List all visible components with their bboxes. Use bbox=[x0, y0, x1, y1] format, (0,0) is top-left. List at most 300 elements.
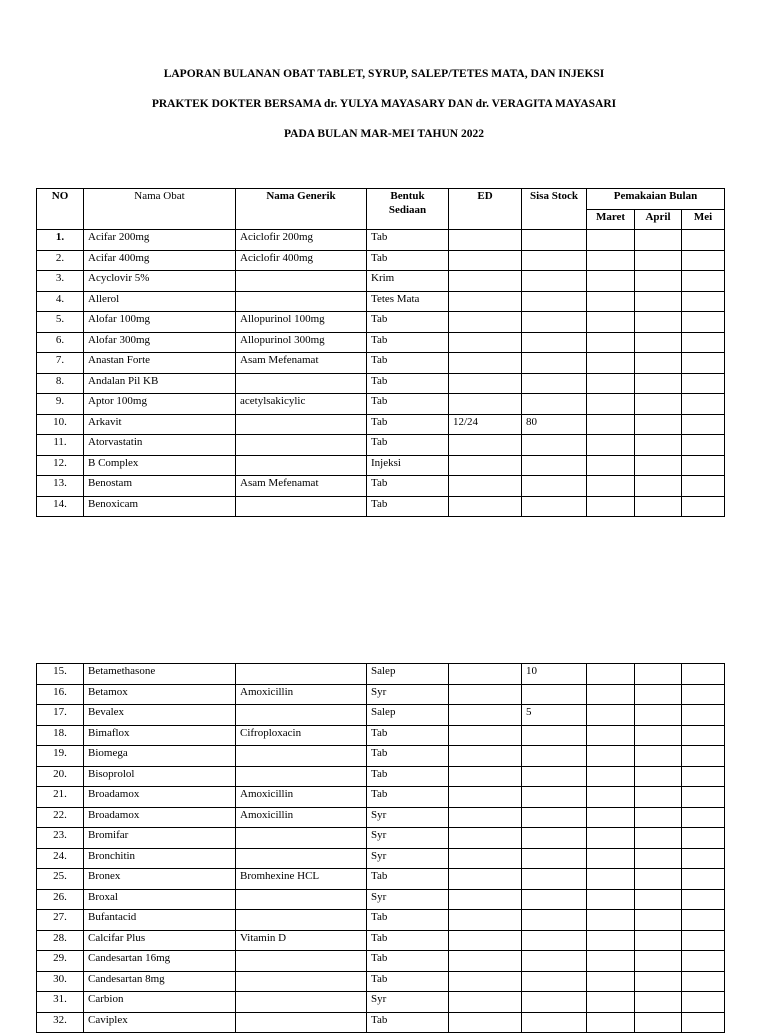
mei-cell bbox=[682, 664, 725, 685]
table-row bbox=[37, 848, 725, 869]
maret-cell bbox=[587, 664, 635, 685]
maret-cell bbox=[587, 496, 635, 517]
nama-obat-cell: Broxal bbox=[84, 889, 236, 910]
table-row bbox=[37, 664, 725, 685]
report-title: LAPORAN BULANAN OBAT TABLET, SYRUP, SALEP/TETES MATA, DAN INJEKSI bbox=[163, 68, 605, 80]
table-row bbox=[37, 992, 725, 1013]
nama-obat-cell: Acifar 200mg bbox=[84, 230, 236, 251]
nama-generik-cell bbox=[236, 455, 367, 476]
nama-obat-cell: Acyclovir 5% bbox=[84, 271, 236, 292]
april-cell bbox=[635, 951, 682, 972]
row-number: 10. bbox=[37, 414, 84, 435]
nama-obat-cell: B Complex bbox=[84, 455, 236, 476]
row-number: 27. bbox=[37, 910, 84, 931]
nama-generik-cell: Bromhexine HCL bbox=[236, 869, 367, 890]
april-cell bbox=[635, 271, 682, 292]
bentuk-sediaan-cell: Syr bbox=[367, 889, 449, 910]
nama-generik-cell bbox=[236, 971, 367, 992]
table-row bbox=[37, 766, 725, 787]
ed-cell bbox=[449, 476, 522, 497]
table-row bbox=[37, 291, 725, 312]
bentuk-sediaan-cell: Syr bbox=[367, 848, 449, 869]
row-number: 25. bbox=[37, 869, 84, 890]
mei-cell bbox=[682, 746, 725, 767]
sisa-stock-cell bbox=[522, 394, 587, 415]
sisa-stock-cell bbox=[522, 373, 587, 394]
april-cell bbox=[635, 250, 682, 271]
table-row bbox=[37, 787, 725, 808]
table-row bbox=[37, 807, 725, 828]
table-row bbox=[37, 951, 725, 972]
bentuk-sediaan-cell: Tab bbox=[367, 746, 449, 767]
maret-cell bbox=[587, 230, 635, 251]
nama-generik-cell: Amoxicillin bbox=[236, 807, 367, 828]
nama-generik-cell: Amoxicillin bbox=[236, 787, 367, 808]
nama-generik-cell bbox=[236, 705, 367, 726]
nama-obat-cell: Candesartan 16mg bbox=[84, 951, 236, 972]
maret-cell bbox=[587, 373, 635, 394]
april-cell bbox=[635, 373, 682, 394]
header-no: NO bbox=[37, 189, 84, 230]
row-number: 5. bbox=[37, 312, 84, 333]
sisa-stock-cell bbox=[522, 828, 587, 849]
april-cell bbox=[635, 684, 682, 705]
nama-obat-cell: Broadamox bbox=[84, 807, 236, 828]
maret-cell bbox=[587, 353, 635, 374]
table-row bbox=[37, 476, 725, 497]
ed-cell bbox=[449, 1012, 522, 1033]
header-ed: ED bbox=[449, 189, 522, 230]
header-nama-obat: Nama Obat bbox=[84, 189, 236, 230]
row-number: 2. bbox=[37, 250, 84, 271]
nama-generik-cell bbox=[236, 746, 367, 767]
mei-cell bbox=[682, 725, 725, 746]
row-number: 15. bbox=[37, 664, 84, 685]
nama-generik-cell bbox=[236, 828, 367, 849]
report-period: PADA BULAN MAR-MEI TAHUN 2022 bbox=[284, 128, 484, 140]
nama-generik-cell: Aciclofir 200mg bbox=[236, 230, 367, 251]
ed-cell bbox=[449, 848, 522, 869]
sisa-stock-cell bbox=[522, 271, 587, 292]
nama-generik-cell: Asam Mefenamat bbox=[236, 476, 367, 497]
bentuk-sediaan-cell: Syr bbox=[367, 807, 449, 828]
nama-obat-cell: Alofar 300mg bbox=[84, 332, 236, 353]
row-number: 31. bbox=[37, 992, 84, 1013]
maret-cell bbox=[587, 705, 635, 726]
header-sisa-stock: Sisa Stock bbox=[522, 189, 587, 230]
table-row bbox=[37, 414, 725, 435]
april-cell bbox=[635, 910, 682, 931]
maret-cell bbox=[587, 807, 635, 828]
april-cell bbox=[635, 496, 682, 517]
table-row bbox=[37, 271, 725, 292]
bentuk-sediaan-cell: Syr bbox=[367, 684, 449, 705]
nama-obat-cell: Candesartan 8mg bbox=[84, 971, 236, 992]
nama-obat-cell: Broadamox bbox=[84, 787, 236, 808]
sisa-stock-cell bbox=[522, 951, 587, 972]
table-row bbox=[37, 705, 725, 726]
ed-cell bbox=[449, 910, 522, 931]
row-number: 6. bbox=[37, 332, 84, 353]
nama-obat-cell: Andalan Pil KB bbox=[84, 373, 236, 394]
april-cell bbox=[635, 394, 682, 415]
row-number: 30. bbox=[37, 971, 84, 992]
bentuk-sediaan-cell: Tab bbox=[367, 394, 449, 415]
april-cell bbox=[635, 230, 682, 251]
table-row bbox=[37, 828, 725, 849]
april-cell bbox=[635, 705, 682, 726]
maret-cell bbox=[587, 992, 635, 1013]
ed-cell bbox=[449, 930, 522, 951]
row-number: 23. bbox=[37, 828, 84, 849]
sisa-stock-cell bbox=[522, 807, 587, 828]
maret-cell bbox=[587, 848, 635, 869]
nama-obat-cell: Acifar 400mg bbox=[84, 250, 236, 271]
nama-obat-cell: Calcifar Plus bbox=[84, 930, 236, 951]
table-row bbox=[37, 1012, 725, 1033]
bentuk-sediaan-cell: Tab bbox=[367, 250, 449, 271]
row-number: 1. bbox=[37, 230, 84, 251]
ed-cell bbox=[449, 435, 522, 456]
nama-generik-cell: acetylsakicylic bbox=[236, 394, 367, 415]
maret-cell bbox=[587, 684, 635, 705]
ed-cell bbox=[449, 496, 522, 517]
mei-cell bbox=[682, 807, 725, 828]
sisa-stock-cell bbox=[522, 848, 587, 869]
practice-name: PRAKTEK DOKTER BERSAMA dr. YULYA MAYASARY DAN dr. VERAGITA MAYASARI bbox=[151, 98, 617, 110]
mei-cell bbox=[682, 930, 725, 951]
mei-cell bbox=[682, 291, 725, 312]
mei-cell bbox=[682, 414, 725, 435]
ed-cell bbox=[449, 271, 522, 292]
ed-cell bbox=[449, 312, 522, 333]
ed-cell bbox=[449, 828, 522, 849]
table-row bbox=[37, 332, 725, 353]
bentuk-sediaan-cell: Tab bbox=[367, 353, 449, 374]
table-row bbox=[37, 869, 725, 890]
bentuk-sediaan-cell: Tab bbox=[367, 787, 449, 808]
ed-cell bbox=[449, 353, 522, 374]
table-row bbox=[37, 373, 725, 394]
mei-cell bbox=[682, 271, 725, 292]
maret-cell bbox=[587, 910, 635, 931]
table-row bbox=[37, 496, 725, 517]
april-cell bbox=[635, 930, 682, 951]
nama-obat-cell: Bimaflox bbox=[84, 725, 236, 746]
sisa-stock-cell bbox=[522, 496, 587, 517]
mei-cell bbox=[682, 373, 725, 394]
maret-cell bbox=[587, 394, 635, 415]
header-mei: Mei bbox=[682, 209, 725, 230]
table-row bbox=[37, 312, 725, 333]
sisa-stock-cell bbox=[522, 250, 587, 271]
mei-cell bbox=[682, 1012, 725, 1033]
sisa-stock-cell bbox=[522, 230, 587, 251]
row-number: 24. bbox=[37, 848, 84, 869]
sisa-stock-cell bbox=[522, 291, 587, 312]
april-cell bbox=[635, 312, 682, 333]
row-number: 14. bbox=[37, 496, 84, 517]
nama-generik-cell bbox=[236, 951, 367, 972]
row-number: 28. bbox=[37, 930, 84, 951]
sisa-stock-cell bbox=[522, 766, 587, 787]
mei-cell bbox=[682, 766, 725, 787]
bentuk-sediaan-cell: Salep bbox=[367, 705, 449, 726]
sisa-stock-cell bbox=[522, 455, 587, 476]
maret-cell bbox=[587, 787, 635, 808]
row-number: 3. bbox=[37, 271, 84, 292]
table-row bbox=[37, 746, 725, 767]
table-row bbox=[37, 250, 725, 271]
medicine-table-part-2 bbox=[36, 663, 725, 1033]
row-number: 20. bbox=[37, 766, 84, 787]
header-bentuk: Bentuk bbox=[390, 190, 425, 202]
april-cell bbox=[635, 1012, 682, 1033]
maret-cell bbox=[587, 746, 635, 767]
ed-cell bbox=[449, 889, 522, 910]
maret-cell bbox=[587, 271, 635, 292]
sisa-stock-cell bbox=[522, 992, 587, 1013]
ed-cell bbox=[449, 746, 522, 767]
bentuk-sediaan-cell: Salep bbox=[367, 664, 449, 685]
mei-cell bbox=[682, 230, 725, 251]
nama-generik-cell: Amoxicillin bbox=[236, 684, 367, 705]
row-number: 19. bbox=[37, 746, 84, 767]
ed-cell bbox=[449, 332, 522, 353]
nama-generik-cell bbox=[236, 1012, 367, 1033]
bentuk-sediaan-cell: Injeksi bbox=[367, 455, 449, 476]
sisa-stock-cell bbox=[522, 725, 587, 746]
mei-cell bbox=[682, 705, 725, 726]
nama-obat-cell: Bromifar bbox=[84, 828, 236, 849]
row-number: 17. bbox=[37, 705, 84, 726]
sisa-stock-cell bbox=[522, 889, 587, 910]
bentuk-sediaan-cell: Tab bbox=[367, 496, 449, 517]
april-cell bbox=[635, 869, 682, 890]
sisa-stock-cell bbox=[522, 910, 587, 931]
header-sediaan: Sediaan bbox=[388, 204, 427, 216]
ed-cell bbox=[449, 807, 522, 828]
maret-cell bbox=[587, 414, 635, 435]
maret-cell bbox=[587, 455, 635, 476]
bentuk-sediaan-cell: Tab bbox=[367, 951, 449, 972]
nama-obat-cell: Bronchitin bbox=[84, 848, 236, 869]
nama-generik-cell bbox=[236, 992, 367, 1013]
nama-generik-cell: Cifroploxacin bbox=[236, 725, 367, 746]
ed-cell bbox=[449, 971, 522, 992]
bentuk-sediaan-cell: Tab bbox=[367, 869, 449, 890]
nama-obat-cell: Bufantacid bbox=[84, 910, 236, 931]
table-row bbox=[37, 435, 725, 456]
table-row bbox=[37, 353, 725, 374]
maret-cell bbox=[587, 930, 635, 951]
april-cell bbox=[635, 435, 682, 456]
header-nama-generik: Nama Generik bbox=[236, 189, 367, 230]
april-cell bbox=[635, 746, 682, 767]
april-cell bbox=[635, 725, 682, 746]
nama-obat-cell: Benostam bbox=[84, 476, 236, 497]
april-cell bbox=[635, 664, 682, 685]
mei-cell bbox=[682, 353, 725, 374]
bentuk-sediaan-cell: Tab bbox=[367, 476, 449, 497]
april-cell bbox=[635, 291, 682, 312]
maret-cell bbox=[587, 951, 635, 972]
april-cell bbox=[635, 332, 682, 353]
maret-cell bbox=[587, 971, 635, 992]
nama-obat-cell: Allerol bbox=[84, 291, 236, 312]
nama-generik-cell bbox=[236, 664, 367, 685]
nama-obat-cell: Betamethasone bbox=[84, 664, 236, 685]
bentuk-sediaan-cell: Tab bbox=[367, 725, 449, 746]
sisa-stock-cell: 10 bbox=[522, 664, 587, 685]
nama-generik-cell: Asam Mefenamat bbox=[236, 353, 367, 374]
nama-generik-cell bbox=[236, 848, 367, 869]
nama-obat-cell: Aptor 100mg bbox=[84, 394, 236, 415]
sisa-stock-cell bbox=[522, 312, 587, 333]
bentuk-sediaan-cell: Tab bbox=[367, 332, 449, 353]
mei-cell bbox=[682, 312, 725, 333]
nama-obat-cell: Caviplex bbox=[84, 1012, 236, 1033]
april-cell bbox=[635, 848, 682, 869]
mei-cell bbox=[682, 455, 725, 476]
mei-cell bbox=[682, 394, 725, 415]
ed-cell bbox=[449, 705, 522, 726]
mei-cell bbox=[682, 250, 725, 271]
bentuk-sediaan-cell: Tab bbox=[367, 766, 449, 787]
bentuk-sediaan-cell: Tab bbox=[367, 373, 449, 394]
row-number: 13. bbox=[37, 476, 84, 497]
april-cell bbox=[635, 971, 682, 992]
mei-cell bbox=[682, 496, 725, 517]
ed-cell bbox=[449, 230, 522, 251]
nama-obat-cell: Bevalex bbox=[84, 705, 236, 726]
nama-obat-cell: Benoxicam bbox=[84, 496, 236, 517]
header-pemakaian-bulan: Pemakaian Bulan bbox=[587, 189, 725, 210]
row-number: 21. bbox=[37, 787, 84, 808]
bentuk-sediaan-cell: Tab bbox=[367, 435, 449, 456]
maret-cell bbox=[587, 889, 635, 910]
mei-cell bbox=[682, 951, 725, 972]
table-row bbox=[37, 930, 725, 951]
row-number: 16. bbox=[37, 684, 84, 705]
row-number: 22. bbox=[37, 807, 84, 828]
nama-generik-cell bbox=[236, 373, 367, 394]
sisa-stock-cell bbox=[522, 930, 587, 951]
ed-cell bbox=[449, 250, 522, 271]
sisa-stock-cell: 5 bbox=[522, 705, 587, 726]
nama-obat-cell: Biomega bbox=[84, 746, 236, 767]
mei-cell bbox=[682, 869, 725, 890]
nama-generik-cell bbox=[236, 414, 367, 435]
nama-generik-cell bbox=[236, 910, 367, 931]
maret-cell bbox=[587, 476, 635, 497]
table-row bbox=[37, 910, 725, 931]
maret-cell bbox=[587, 250, 635, 271]
bentuk-sediaan-cell: Krim bbox=[367, 271, 449, 292]
sisa-stock-cell bbox=[522, 476, 587, 497]
ed-cell bbox=[449, 951, 522, 972]
maret-cell bbox=[587, 869, 635, 890]
bentuk-sediaan-cell: Tetes Mata bbox=[367, 291, 449, 312]
bentuk-sediaan-cell: Tab bbox=[367, 230, 449, 251]
header-april: April bbox=[635, 209, 682, 230]
sisa-stock-cell bbox=[522, 746, 587, 767]
row-number: 29. bbox=[37, 951, 84, 972]
table-row bbox=[37, 684, 725, 705]
medicine-table-part-1 bbox=[36, 188, 725, 517]
sisa-stock-cell bbox=[522, 435, 587, 456]
table-row bbox=[37, 889, 725, 910]
april-cell bbox=[635, 353, 682, 374]
bentuk-sediaan-cell: Tab bbox=[367, 971, 449, 992]
nama-obat-cell: Bisoprolol bbox=[84, 766, 236, 787]
nama-generik-cell: Allopurinol 300mg bbox=[236, 332, 367, 353]
bentuk-sediaan-cell: Tab bbox=[367, 910, 449, 931]
nama-generik-cell bbox=[236, 496, 367, 517]
ed-cell bbox=[449, 684, 522, 705]
ed-cell bbox=[449, 992, 522, 1013]
row-number: 8. bbox=[37, 373, 84, 394]
nama-obat-cell: Bronex bbox=[84, 869, 236, 890]
maret-cell bbox=[587, 828, 635, 849]
nama-obat-cell: Carbion bbox=[84, 992, 236, 1013]
sisa-stock-cell: 80 bbox=[522, 414, 587, 435]
mei-cell bbox=[682, 476, 725, 497]
mei-cell bbox=[682, 848, 725, 869]
table-row bbox=[37, 394, 725, 415]
sisa-stock-cell bbox=[522, 353, 587, 374]
april-cell bbox=[635, 828, 682, 849]
maret-cell bbox=[587, 766, 635, 787]
bentuk-sediaan-cell: Syr bbox=[367, 992, 449, 1013]
ed-cell: 12/24 bbox=[449, 414, 522, 435]
nama-generik-cell bbox=[236, 271, 367, 292]
april-cell bbox=[635, 455, 682, 476]
nama-generik-cell bbox=[236, 889, 367, 910]
april-cell bbox=[635, 807, 682, 828]
sisa-stock-cell bbox=[522, 869, 587, 890]
bentuk-sediaan-cell: Tab bbox=[367, 312, 449, 333]
mei-cell bbox=[682, 332, 725, 353]
nama-generik-cell: Vitamin D bbox=[236, 930, 367, 951]
row-number: 9. bbox=[37, 394, 84, 415]
nama-generik-cell: Aciclofir 400mg bbox=[236, 250, 367, 271]
table-row bbox=[37, 230, 725, 251]
mei-cell bbox=[682, 971, 725, 992]
bentuk-sediaan-cell: Tab bbox=[367, 1012, 449, 1033]
maret-cell bbox=[587, 435, 635, 456]
sisa-stock-cell bbox=[522, 1012, 587, 1033]
row-number: 26. bbox=[37, 889, 84, 910]
mei-cell bbox=[682, 435, 725, 456]
maret-cell bbox=[587, 312, 635, 333]
april-cell bbox=[635, 766, 682, 787]
ed-cell bbox=[449, 766, 522, 787]
nama-generik-cell bbox=[236, 291, 367, 312]
april-cell bbox=[635, 787, 682, 808]
nama-obat-cell: Anastan Forte bbox=[84, 353, 236, 374]
header-maret: Maret bbox=[587, 209, 635, 230]
bentuk-sediaan-cell: Syr bbox=[367, 828, 449, 849]
mei-cell bbox=[682, 992, 725, 1013]
maret-cell bbox=[587, 291, 635, 312]
april-cell bbox=[635, 414, 682, 435]
row-number: 11. bbox=[37, 435, 84, 456]
ed-cell bbox=[449, 455, 522, 476]
sisa-stock-cell bbox=[522, 332, 587, 353]
ed-cell bbox=[449, 869, 522, 890]
mei-cell bbox=[682, 684, 725, 705]
